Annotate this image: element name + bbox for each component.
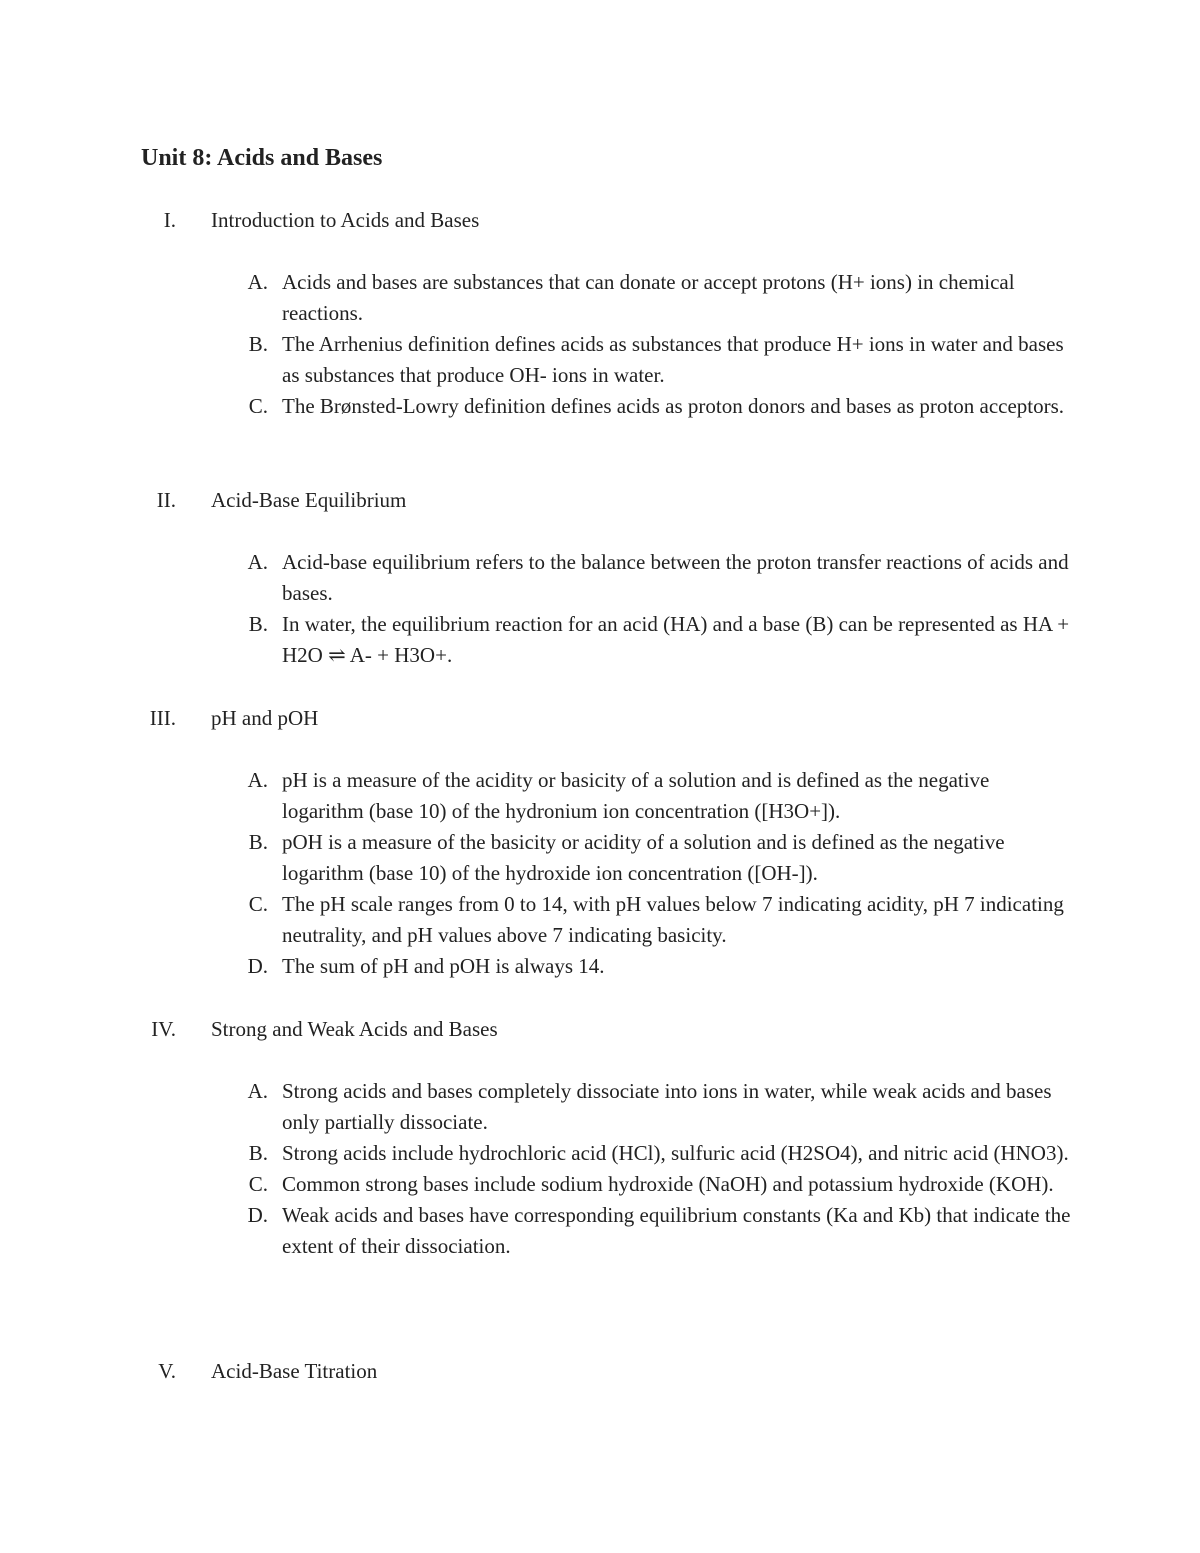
list-item <box>0 391 1200 422</box>
item-text: pH is a measure of the acidity or basicity of a solution and is defined as the negative logarithm (base 10) of the hydronium ion concentration ([H3O+]). <box>282 768 990 823</box>
item-text: Common strong bases include sodium hydroxide (NaOH) and potassium hydroxide (KOH). <box>282 1172 1054 1196</box>
document-title: Unit 8: Acids and Bases <box>141 145 383 171</box>
list-item <box>0 1138 1200 1169</box>
item-letter: A. <box>247 768 268 792</box>
item-letter: D. <box>247 954 268 978</box>
section-items <box>0 547 1200 671</box>
list-item <box>0 827 1200 889</box>
item-letter: A. <box>247 550 268 574</box>
list-item <box>0 267 1200 329</box>
item-text: The sum of pH and pOH is always 14. <box>282 954 605 978</box>
item-letter: A. <box>247 270 268 294</box>
item-letter: C. <box>248 1172 268 1196</box>
section-heading: Acid-Base Equilibrium <box>211 488 407 512</box>
section-heading: Introduction to Acids and Bases <box>211 208 480 232</box>
list-item <box>0 951 1200 982</box>
item-text: In water, the equilibrium reaction for an acid (HA) and a base (B) can be represented as HA + H2O ⇌ A- + H3O+. <box>282 612 1070 667</box>
section-numeral: IV. <box>151 1017 176 1041</box>
item-text: Weak acids and bases have corresponding equilibrium constants (Ka and Kb) that indicate the extent of their dissociation. <box>282 1203 1071 1258</box>
section-items <box>0 1076 1200 1262</box>
item-text: Acids and bases are substances that can donate or accept protons (H+ ions) in chemical reactions. <box>282 270 1015 325</box>
item-text: Strong acids include hydrochloric acid (HCl), sulfuric acid (H2SO4), and nitric acid (HNO3). <box>282 1141 1069 1165</box>
section-numeral: I. <box>163 208 176 232</box>
section-numeral: V. <box>158 1359 176 1383</box>
list-item <box>0 1169 1200 1200</box>
item-letter: B. <box>248 612 268 636</box>
list-item <box>0 1076 1200 1138</box>
section-heading: Acid-Base Titration <box>211 1359 378 1383</box>
item-letter: D. <box>247 1203 268 1227</box>
section-heading: Strong and Weak Acids and Bases <box>211 1017 498 1041</box>
list-item <box>0 609 1200 671</box>
section-numeral: II. <box>156 488 176 512</box>
section-numeral: III. <box>149 706 176 730</box>
item-letter: B. <box>248 1141 268 1165</box>
section-items <box>0 267 1200 422</box>
list-item <box>0 329 1200 391</box>
item-text: The Arrhenius definition defines acids as substances that produce H+ ions in water and bases as substances that produce OH- ions in water. <box>282 332 1064 387</box>
list-item <box>0 1200 1200 1262</box>
item-text: pOH is a measure of the basicity or acidity of a solution and is defined as the negative logarithm (base 10) of the hydroxide ion concentration ([OH-]). <box>282 830 1005 885</box>
item-text: The pH scale ranges from 0 to 14, with pH values below 7 indicating acidity, pH 7 indicating neutrality, and pH values above 7 indicating basicity. <box>282 892 1064 947</box>
item-letter: B. <box>248 332 268 356</box>
list-item <box>0 765 1200 827</box>
item-letter: C. <box>248 892 268 916</box>
item-letter: C. <box>248 394 268 418</box>
list-item <box>0 889 1200 951</box>
item-text: Strong acids and bases completely dissociate into ions in water, while weak acids and bases only partially dissociate. <box>282 1079 1052 1134</box>
item-text: The Brønsted-Lowry definition defines acids as proton donors and bases as proton acceptors. <box>282 394 1065 418</box>
section-heading: pH and pOH <box>211 706 319 730</box>
list-item <box>0 547 1200 609</box>
item-letter: B. <box>248 830 268 854</box>
section-items <box>0 765 1200 982</box>
item-text: Acid-base equilibrium refers to the balance between the proton transfer reactions of acids and bases. <box>282 550 1069 605</box>
item-letter: A. <box>247 1079 268 1103</box>
